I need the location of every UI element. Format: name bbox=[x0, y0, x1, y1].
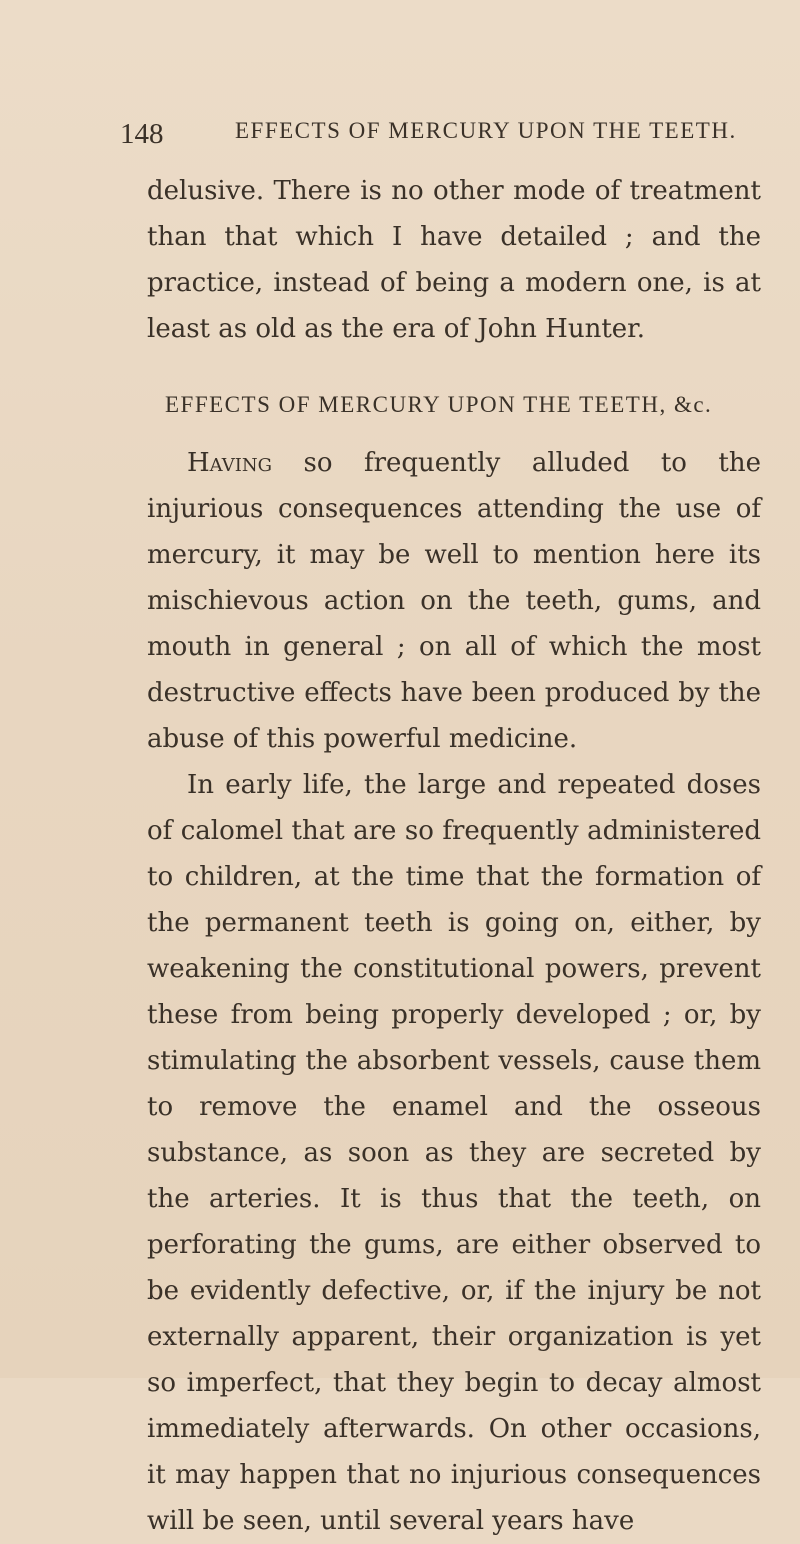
intro-text bbox=[147, 168, 761, 352]
page-number: 148 bbox=[120, 118, 164, 150]
running-head: EFFECTS OF MERCURY UPON THE TEETH. bbox=[235, 118, 737, 143]
paragraph-1 bbox=[147, 440, 761, 762]
paragraph-1-lead-word: Having bbox=[187, 448, 273, 478]
section-heading: EFFECTS OF MERCURY UPON THE TEETH, &c. bbox=[165, 392, 713, 417]
page-header bbox=[120, 118, 760, 158]
paragraph-1-text: so frequently alluded to the injurious consequences attending the use of mercury, it may be well to mention here its mischievous action on the teeth, gums, and mouth in general ; on all of which the most destructive effects have been produced by the abuse of this powerful medicine. bbox=[147, 448, 761, 754]
paragraph-2: In early life, the large and repeated doses of calomel that are so frequently administered to children, at the time that the formation of the permanent teeth is going on, either, by weakening the constitutional powers, prevent these from being properly developed ; or, by stimulating the absorbent vessels, cause them to remove the enamel and the osseous substance, as soon as they are secreted by the arteries. It is thus that the teeth, on perforating the gums, are either observed to be evidently defective, or, if the injury be not externally apparent, their organization is yet so imperfect, that they begin to decay almost immediately afterwards. On other occasions, it may happen that no injurious consequences will be seen, until several years have bbox=[147, 770, 761, 1536]
main-text bbox=[147, 440, 761, 1544]
intro-paragraph: delusive. There is no other mode of treatment than that which I have detailed ; and the practice, instead of being a modern one, is at least as old as the era of John Hunter. bbox=[147, 176, 761, 344]
